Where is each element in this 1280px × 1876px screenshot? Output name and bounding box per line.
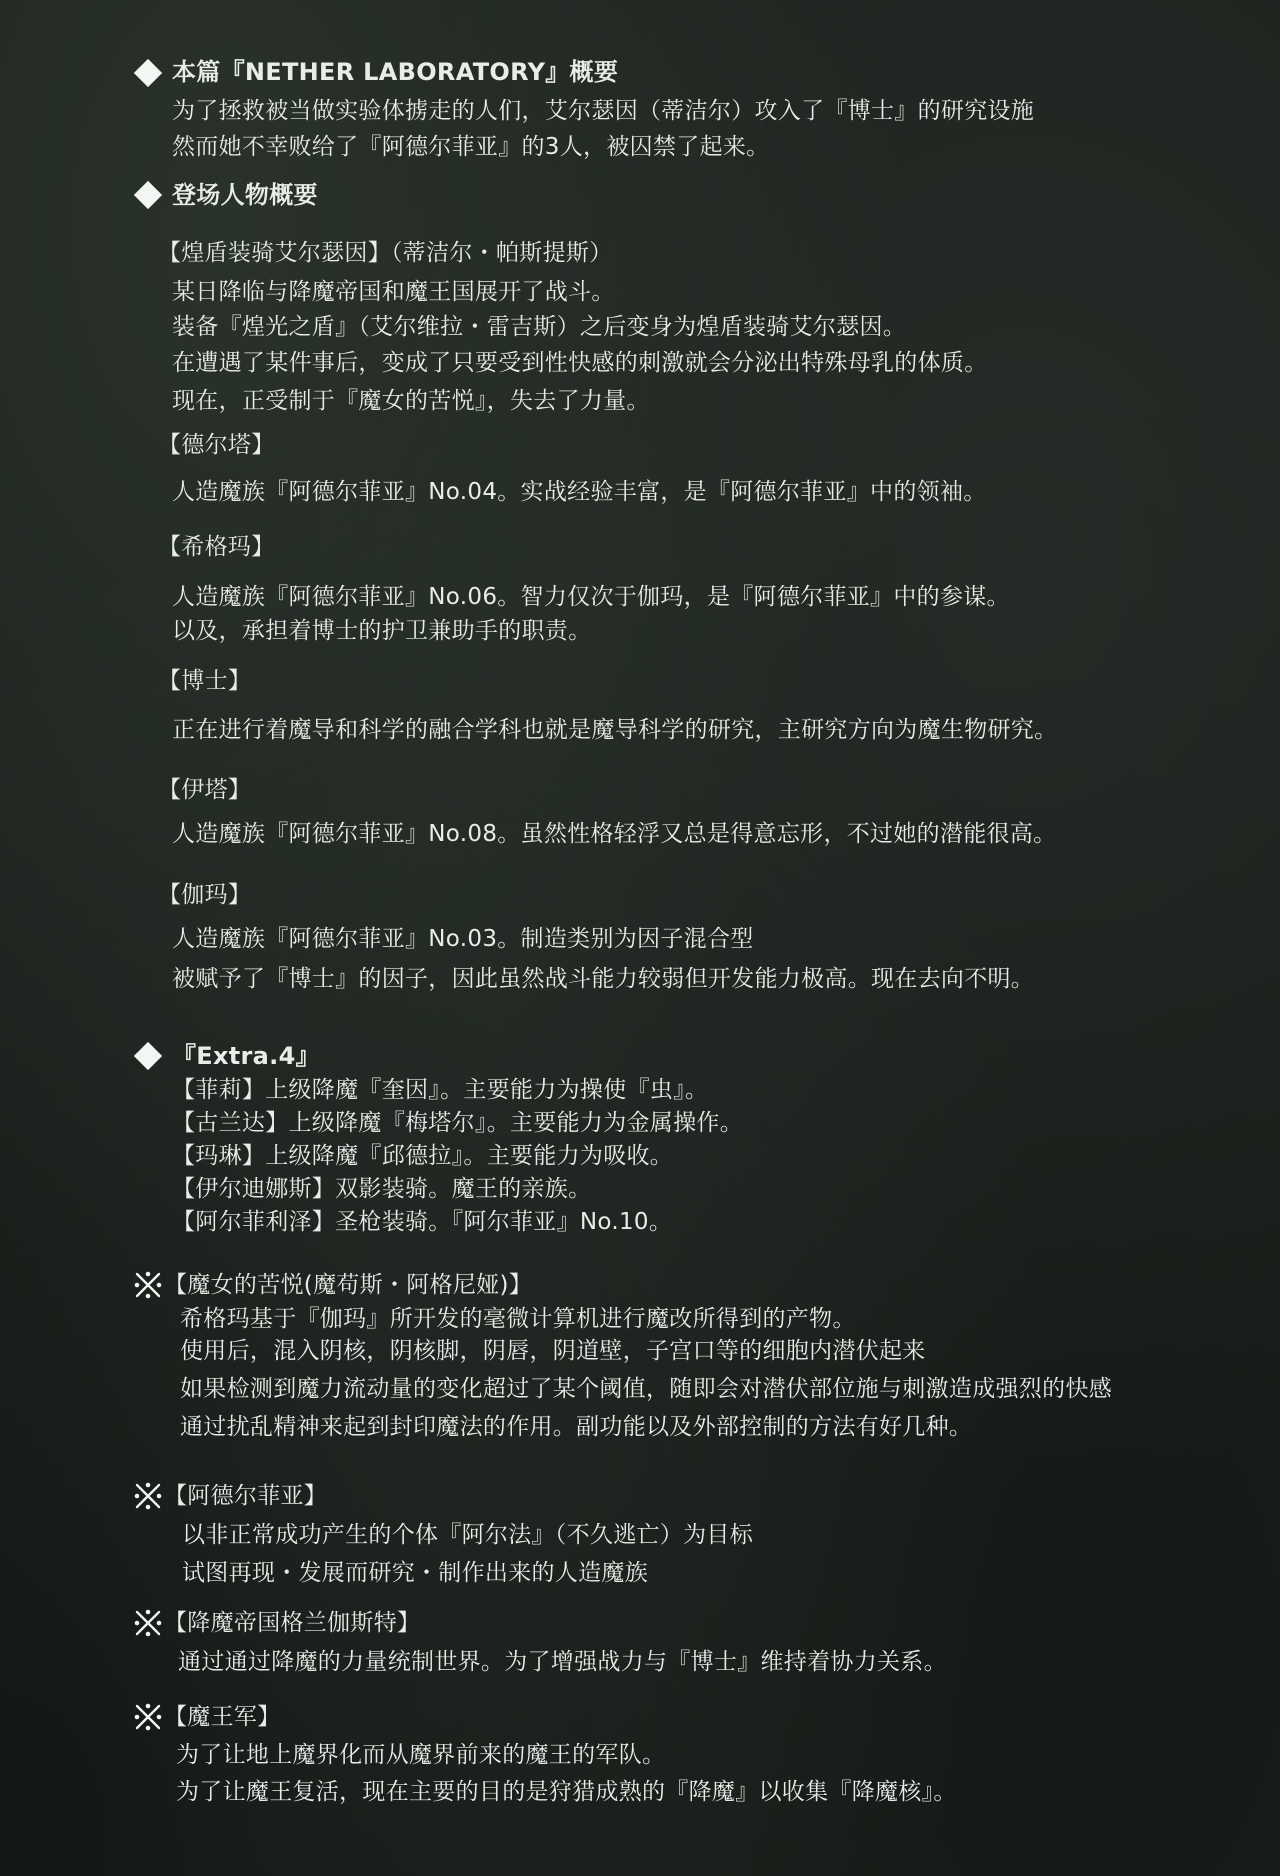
note-line: 希格玛基于『伽玛』所开发的毫微计算机进行魔改所得到的产物。 xyxy=(180,1306,856,1332)
extra-line: 【菲莉】上级降魔『奎因』。主要能力为操使『虫』。 xyxy=(172,1077,709,1103)
character-line: 人造魔族『阿德尔菲亚』No.04。实战经验丰富，是『阿德尔菲亚』中的领袖。 xyxy=(172,479,987,505)
character-name: 【希格玛】 xyxy=(158,534,275,560)
overview-line: 为了拯救被当做实验体掳走的人们，艾尔瑟因（蒂洁尔）攻入了『博士』的研究设施 xyxy=(172,98,1035,124)
character-line: 以及，承担着博士的护卫兼助手的职责。 xyxy=(172,618,592,644)
extra-line: 【阿尔菲利泽】圣枪装骑。『阿尔菲亚』No.10。 xyxy=(172,1209,673,1235)
reference-mark-icon xyxy=(133,1481,163,1511)
note-line: 通过扰乱精神来起到封印魔法的作用。副功能以及外部控制的方法有好几种。 xyxy=(180,1414,973,1440)
character-line: 被赋予了『博士』的因子，因此虽然战斗能力较弱但开发能力极高。现在去向不明。 xyxy=(172,966,1035,992)
extra-title: 『Extra.4』 xyxy=(172,1042,320,1070)
character-line: 现在，正受制于『魔女的苦悦』，失去了力量。 xyxy=(172,388,650,414)
note-line: 为了让地上魔界化而从魔界前来的魔王的军队。 xyxy=(176,1742,666,1768)
note-title: 【降魔帝国格兰伽斯特】 xyxy=(164,1610,421,1636)
diamond-icon xyxy=(134,1042,162,1070)
overview-title: 本篇『NETHER LABORATORY』概要 xyxy=(172,58,619,86)
character-line: 装备『煌光之盾』（艾尔维拉・雷吉斯）之后变身为煌盾装骑艾尔瑟因。 xyxy=(172,314,907,340)
character-line: 人造魔族『阿德尔菲亚』No.06。智力仅次于伽玛，是『阿德尔菲亚』中的参谋。 xyxy=(172,584,1010,610)
character-name: 【德尔塔】 xyxy=(158,432,275,458)
extra-line: 【古兰达】上级降魔『梅塔尔』。主要能力为金属操作。 xyxy=(172,1110,743,1136)
characters-title: 登场人物概要 xyxy=(172,181,318,209)
character-name: 【伊塔】 xyxy=(158,777,252,803)
character-line: 在遭遇了某件事后，变成了只要受到性快感的刺激就会分泌出特殊母乳的体质。 xyxy=(172,350,988,376)
diamond-icon xyxy=(134,181,162,209)
character-name: 【伽玛】 xyxy=(158,882,252,908)
note-line: 使用后，混入阴核，阴核脚，阴唇，阴道壁，子宫口等的细胞内潜伏起来 xyxy=(180,1338,926,1364)
extra-line: 【伊尔迪娜斯】双影装骑。魔王的亲族。 xyxy=(172,1176,592,1202)
character-name: 【博士】 xyxy=(158,668,252,694)
character-line: 正在进行着魔导和科学的融合学科也就是魔导科学的研究，主研究方向为魔生物研究。 xyxy=(172,717,1058,743)
note-line: 试图再现・发展而研究・制作出来的人造魔族 xyxy=(182,1560,648,1586)
reference-mark-icon xyxy=(133,1608,163,1638)
diamond-icon xyxy=(134,59,162,87)
note-title: 【魔王军】 xyxy=(164,1704,281,1730)
character-line: 人造魔族『阿德尔菲亚』No.08。虽然性格轻浮又总是得意忘形，不过她的潜能很高。 xyxy=(172,821,1057,847)
note-line: 以非正常成功产生的个体『阿尔法』（不久逃亡）为目标 xyxy=(182,1522,753,1548)
reference-mark-icon xyxy=(133,1702,163,1732)
note-title: 【魔女的苦悦(魔苟斯・阿格尼娅)】 xyxy=(164,1272,533,1298)
note-line: 为了让魔王复活，现在主要的目的是狩猎成熟的『降魔』以收集『降魔核』。 xyxy=(176,1779,957,1805)
extra-line: 【玛琳】上级降魔『邱德拉』。主要能力为吸收。 xyxy=(172,1143,674,1169)
note-line: 通过通过降魔的力量统制世界。为了增强战力与『博士』维持着协力关系。 xyxy=(178,1649,947,1675)
character-name: 【煌盾装骑艾尔瑟因】（蒂洁尔・帕斯提斯） xyxy=(158,240,613,266)
character-line: 某日降临与降魔帝国和魔王国展开了战斗。 xyxy=(172,279,615,305)
character-line: 人造魔族『阿德尔菲亚』No.03。制造类别为因子混合型 xyxy=(172,926,754,952)
reference-mark-icon xyxy=(133,1270,163,1300)
note-line: 如果检测到魔力流动量的变化超过了某个阈值，随即会对潜伏部位施与刺激造成强烈的快感 xyxy=(180,1376,1112,1402)
note-title: 【阿德尔菲亚】 xyxy=(164,1483,328,1509)
overview-line: 然而她不幸败给了『阿德尔菲亚』的3人，被囚禁了起来。 xyxy=(172,134,770,160)
